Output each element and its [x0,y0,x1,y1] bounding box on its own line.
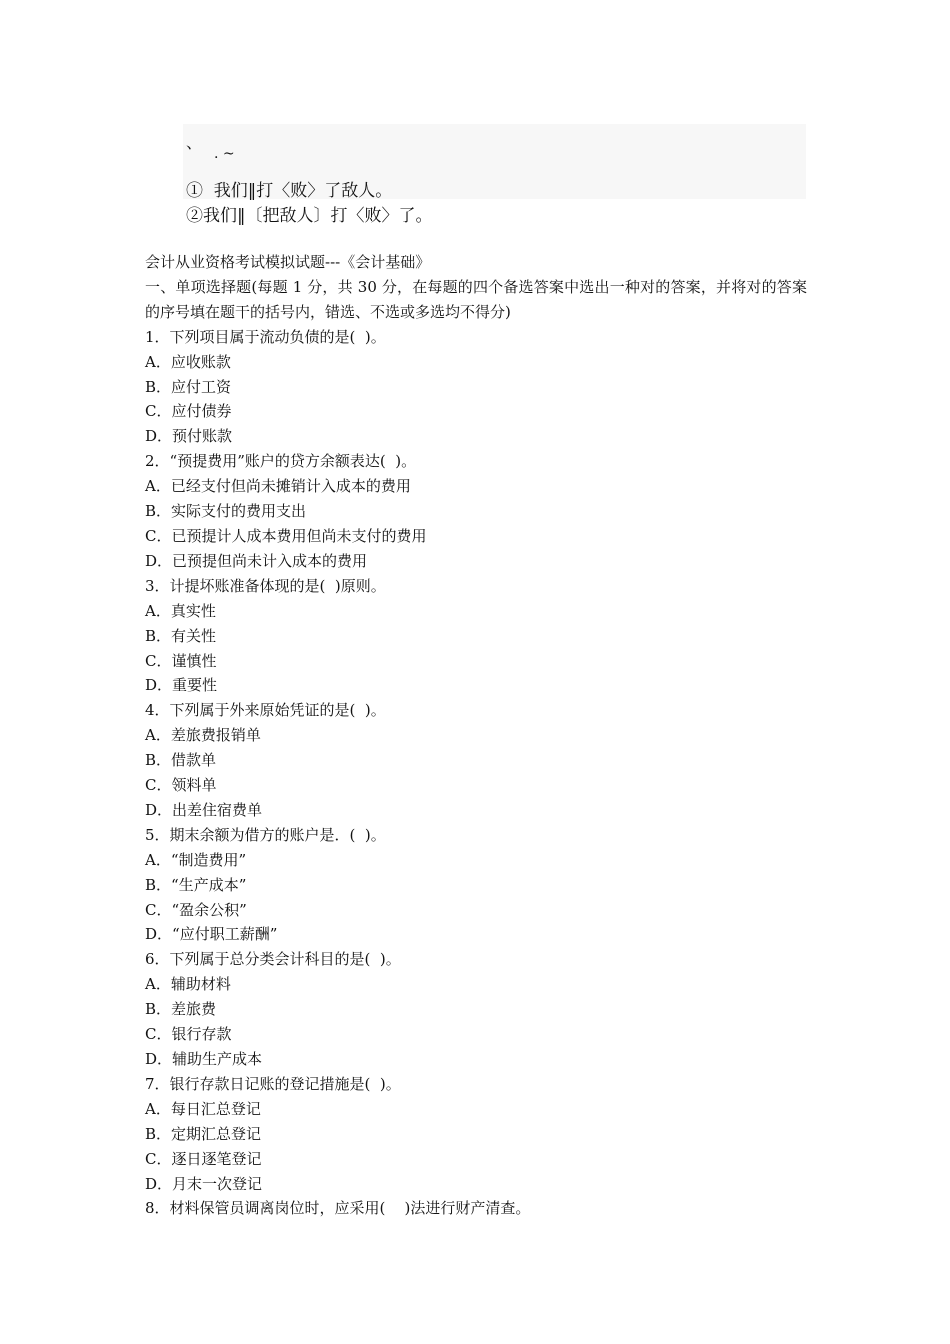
answer-option: C．银行存款 [145,1025,232,1044]
answer-option: C．已预提计人成本费用但尚未支付的费用 [145,526,427,545]
answer-option: B．定期汇总登记 [145,1124,262,1143]
answer-option: D．重要性 [145,676,218,695]
question-stem: 2．“预提费用”账户的贷方余额表达( )。 [145,452,417,471]
example-sentence-2: ②我们‖〔把敌人〕打〈败〉了。 [186,206,433,226]
annotation-mark: . ~ [214,146,235,162]
exam-title: 会计从业资格考试模拟试题---《会计基础》 [145,253,431,271]
example-sentence-1: ① 我们‖打〈败〉了敌人。 [186,181,393,201]
answer-option: D．已预提但尚未计入成本的费用 [145,551,368,570]
answer-option: D．出差住宿费单 [145,800,263,819]
answer-option: C．领料单 [145,776,217,795]
answer-option: A．真实性 [145,601,216,620]
answer-option: D．“应付职工薪酬” [145,925,278,944]
answer-option: D．辅助生产成本 [145,1050,263,1068]
answer-option: C．应付债券 [145,402,232,421]
answer-option: A．辅助材料 [145,975,231,994]
answer-option: B．借款单 [145,751,217,770]
answer-option: C．逐日逐笔登记 [145,1149,262,1168]
answer-option: D．预付账款 [145,427,233,446]
answer-option: C．“盈余公积” [145,900,247,919]
answer-option: A．每日汇总登记 [145,1099,261,1118]
answer-option: A．已经支付但尚未摊销计入成本的费用 [145,477,411,496]
question-stem: 3．计提坏账准备体现的是( )原则。 [145,576,386,595]
question-stem: 7．银行存款日记账的登记措施是( )。 [145,1074,401,1093]
question-stem: 5．期末余额为借方的账户是．( )。 [145,825,386,844]
answer-option: A．应收账款 [145,352,231,371]
answer-option: B．“生产成本” [145,875,247,894]
question-stem: 1．下列项目属于流动负债的是( )。 [145,327,386,346]
answer-option: A．“制造费用” [145,850,247,869]
answer-option: B．应付工资 [145,377,232,396]
question-stem: 4．下列属于外来原始凭证的是( )。 [145,701,386,720]
annotation-mark: 、 [186,133,203,152]
answer-option: B．差旅费 [145,1000,217,1019]
answer-option: A．差旅费报销单 [145,726,261,745]
question-stem: 8．材料保管员调离岗位时，应采用( )法进行财产清查。 [145,1199,531,1218]
answer-option: D．月末一次登记 [145,1174,263,1193]
answer-option: B．有关性 [145,626,217,645]
question-list [145,325,807,1222]
section-intro: 一、单项选择题(每题 1 分，共 30 分，在每题的四个备选答案中选出一种对的答案，并将对的答案的序号填在题干的括号内，错选、不选或多选均不得分) [145,277,807,321]
exam-content [145,250,807,1221]
question-stem: 6．下列属于总分类会计科目的是( )。 [145,950,401,969]
answer-option: B．实际支付的费用支出 [145,502,307,521]
answer-option: C．谨慎性 [145,651,217,670]
